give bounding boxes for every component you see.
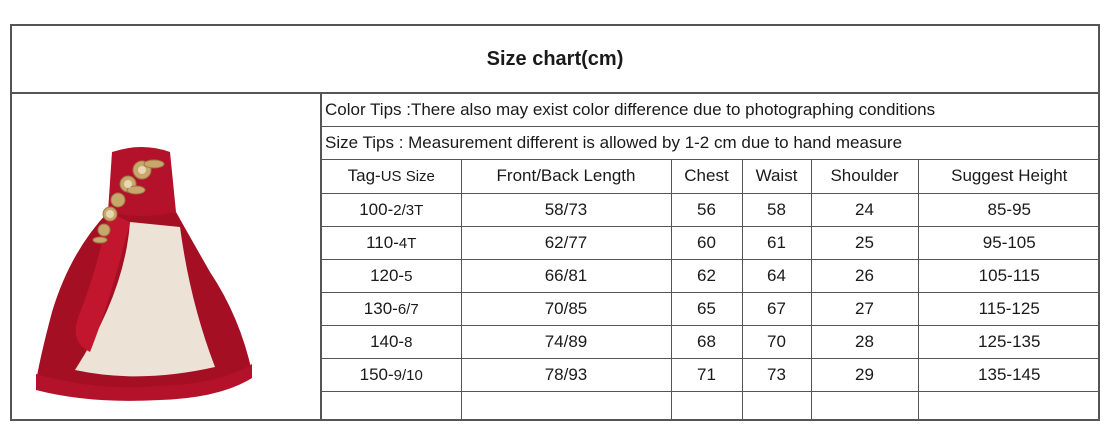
cell-tag: 150-9/10 — [322, 358, 461, 391]
table-row — [322, 325, 1100, 358]
cell-tag: 130-6/7 — [322, 292, 461, 325]
title-row — [12, 26, 1098, 94]
cell-shoulder: 28 — [811, 325, 918, 358]
product-image-cell — [12, 94, 322, 421]
table-row — [322, 226, 1100, 259]
cell-waist: 64 — [742, 259, 811, 292]
cell-length: 74/89 — [461, 325, 671, 358]
cell-chest: 60 — [671, 226, 742, 259]
cell-tag: 100-2/3T — [322, 193, 461, 226]
header-chest: Chest — [671, 160, 742, 193]
cell-waist: 70 — [742, 325, 811, 358]
cell-length: 78/93 — [461, 358, 671, 391]
table-row — [322, 193, 1100, 226]
cell-shoulder: 25 — [811, 226, 918, 259]
cell-height: 105-115 — [918, 259, 1100, 292]
size-table-area — [322, 94, 1100, 419]
cell-length: 70/85 — [461, 292, 671, 325]
table-row — [322, 358, 1100, 391]
header-tag: Tag-US Size — [322, 160, 461, 193]
header-waist: Waist — [742, 160, 811, 193]
cell-tag: 110-4T — [322, 226, 461, 259]
empty-cell — [461, 391, 671, 419]
cell-chest: 65 — [671, 292, 742, 325]
cell-waist: 67 — [742, 292, 811, 325]
cell-shoulder: 24 — [811, 193, 918, 226]
cell-waist: 61 — [742, 226, 811, 259]
cell-tag: 140-8 — [322, 325, 461, 358]
dress-image — [30, 142, 256, 404]
cell-length: 58/73 — [461, 193, 671, 226]
empty-cell — [811, 391, 918, 419]
header-height: Suggest Height — [918, 160, 1100, 193]
empty-cell — [742, 391, 811, 419]
page-title: Size chart(cm) — [486, 47, 624, 70]
cell-height: 125-135 — [918, 325, 1100, 358]
size-tip: Size Tips : Measurement different is allowed by 1-2 cm due to hand measure — [322, 127, 1100, 160]
cell-shoulder: 27 — [811, 292, 918, 325]
cell-chest: 56 — [671, 193, 742, 226]
size-table — [322, 160, 1100, 419]
header-shoulder: Shoulder — [811, 160, 918, 193]
header-length: Front/Back Length — [461, 160, 671, 193]
empty-cell — [322, 391, 461, 419]
cell-height: 115-125 — [918, 292, 1100, 325]
cell-chest: 68 — [671, 325, 742, 358]
cell-shoulder: 26 — [811, 259, 918, 292]
size-chart-frame — [10, 24, 1100, 421]
cell-shoulder: 29 — [811, 358, 918, 391]
table-row-empty — [322, 391, 1100, 419]
empty-cell — [671, 391, 742, 419]
cell-height: 85-95 — [918, 193, 1100, 226]
cell-tag: 120-5 — [322, 259, 461, 292]
cell-chest: 71 — [671, 358, 742, 391]
table-header-row — [322, 160, 1100, 193]
cell-height: 95-105 — [918, 226, 1100, 259]
color-tip: Color Tips :There also may exist color difference due to photographing conditions — [322, 94, 1100, 127]
table-row — [322, 259, 1100, 292]
cell-height: 135-145 — [918, 358, 1100, 391]
cell-waist: 73 — [742, 358, 811, 391]
cell-length: 66/81 — [461, 259, 671, 292]
cell-waist: 58 — [742, 193, 811, 226]
cell-chest: 62 — [671, 259, 742, 292]
table-row — [322, 292, 1100, 325]
cell-length: 62/77 — [461, 226, 671, 259]
empty-cell — [918, 391, 1100, 419]
